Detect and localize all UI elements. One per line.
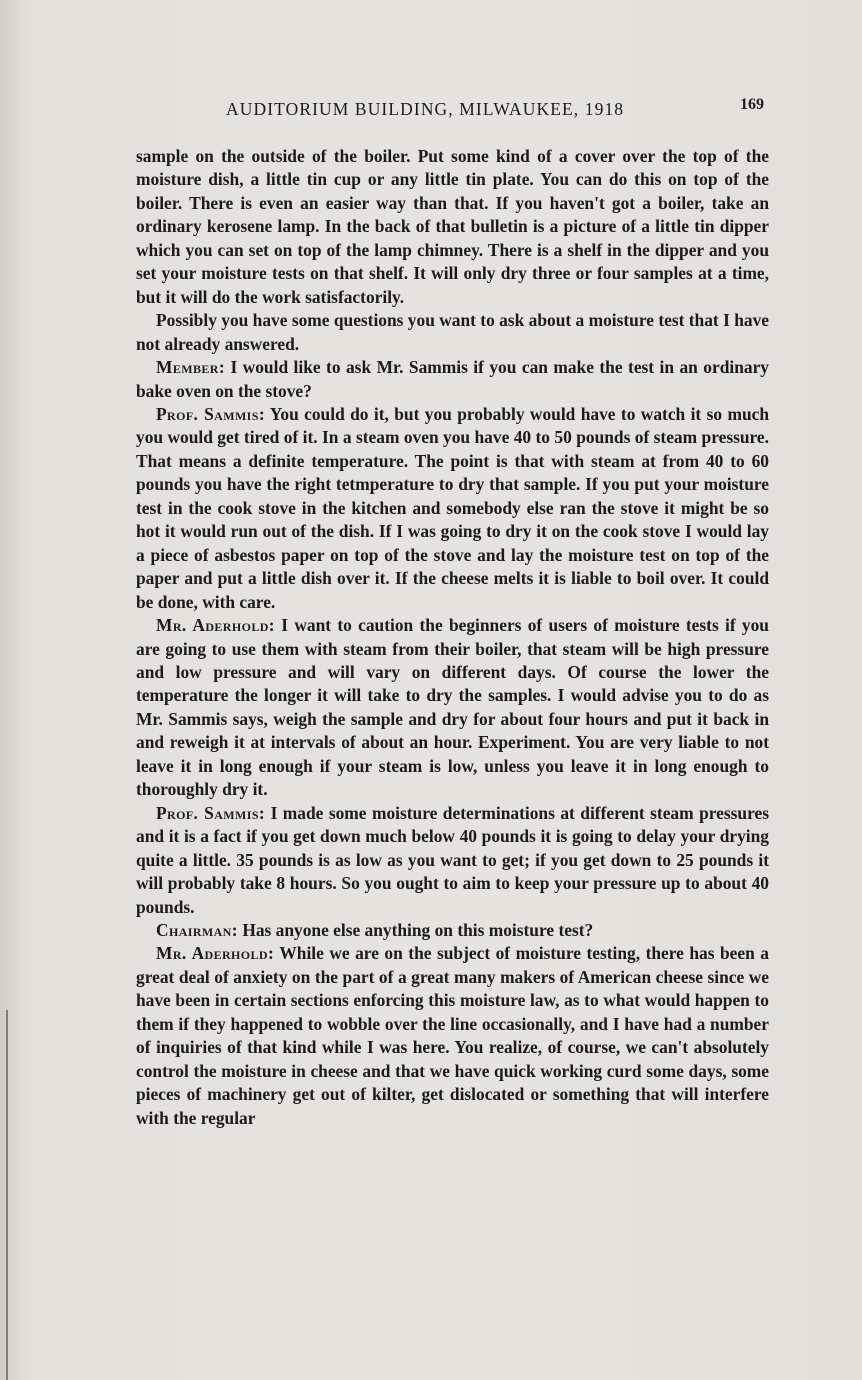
speaker-name: Prof. Sammis:: [156, 802, 266, 823]
page-number: 169: [740, 96, 764, 113]
paragraph: [136, 802, 769, 919]
paragraph: [136, 356, 769, 403]
paragraph-text: Possibly you have some questions you want to ask about a moisture test that I have not already answered.: [136, 310, 769, 354]
paragraph-text: I would like to ask Mr. Sammis if you can make the test in an ordinary bake oven on the stove?: [136, 357, 769, 401]
body-text: [136, 145, 769, 1130]
speaker-name: Prof. Sammis:: [156, 403, 266, 424]
paragraph: [136, 309, 769, 356]
page-binding-edge: [6, 1010, 8, 1380]
speaker-name: Mr. Aderhold:: [156, 943, 275, 964]
speaker-name: Member:: [156, 357, 226, 378]
running-header: [140, 96, 766, 126]
running-title: AUDITORIUM BUILDING, MILWAUKEE, 1918: [226, 99, 625, 119]
paragraph-text: Has anyone else anything on this moisture test?: [242, 919, 594, 940]
paragraph-text: You could do it, but you probably would have to watch it so much you would get tired of it. In a steam oven you have 40 to 50 pounds of steam pressure. That means a definite temperature. The point is that with steam at from 40 to 60 pounds you have the right tetmperature to dry that sample. If you put your moisture test in the cook stove in the kitchen and somebody else ran the stove it might be so hot it would run out of the dish. If I was going to dry it on the cook stove I would lay a piece of asbestos paper on top of the stove and lay the moisture test on top of the paper and put a little dish over it. If the cheese melts it is liable to boil over. It could be done, with care.: [136, 403, 770, 612]
paragraph: [136, 614, 769, 802]
speaker-name: Mr. Aderhold:: [156, 615, 275, 636]
paragraph: [136, 145, 769, 309]
paragraph-text: I want to caution the beginners of users of moisture tests if you are going to use them with steam from their boiler, that steam will be high pressure and low pressure and will vary on different days. Of course the lower the temperature the longer it will take to dry the samples. I would advise you to do as Mr. Sammis says, weigh the sample and dry for about four hours and put it back in and reweigh it at intervals of about an hour. Experiment. You are very liable to not leave it in long enough if your steam is low, unless you leave it in long enough to thoroughly dry it.: [136, 615, 769, 800]
paragraph-text: While we are on the subject of moisture testing, there has been a great deal of anxiety on the part of a great many makers of American cheese since we have been in certain sections enforcing this moisture law, as to what would happen to them if they happened to wobble over the line occasionally, and I have had a number of inquiries of that kind while I was here. You realize, of course, we can't absolutely control the moisture in cheese and that we have quick working curd some days, some pieces of machinery get out of kilter, get dislocated or something that will interfere with the regular: [136, 943, 769, 1128]
speaker-name: Chairman:: [156, 919, 238, 940]
paragraph: [136, 919, 769, 942]
paragraph: [136, 403, 769, 614]
paragraph-text: I made some moisture determinations at different steam pressures and it is a fact if you get down much below 40 pounds it is going to delay your drying quite a little. 35 pounds is as low as you want to get; if you get down to 25 pounds it will probably take 8 hours. So you ought to aim to keep your pressure up to about 40 pounds.: [136, 802, 769, 917]
paragraph-text: sample on the outside of the boiler. Put some kind of a cover over the top of the moisture dish, a little tin cup or any little tin plate. You can do this on top of the boiler. There is even an easier way than that. If you haven't got a boiler, take an ordinary kerosene lamp. In the back of that bulletin is a picture of a little tin dipper which you can set on top of the lamp chimney. There is a shelf in the dipper and you set your moisture tests on that shelf. It will only dry three or four samples at a time, but it will do the work satisfactorily.: [136, 146, 769, 307]
paragraph: [136, 942, 769, 1130]
